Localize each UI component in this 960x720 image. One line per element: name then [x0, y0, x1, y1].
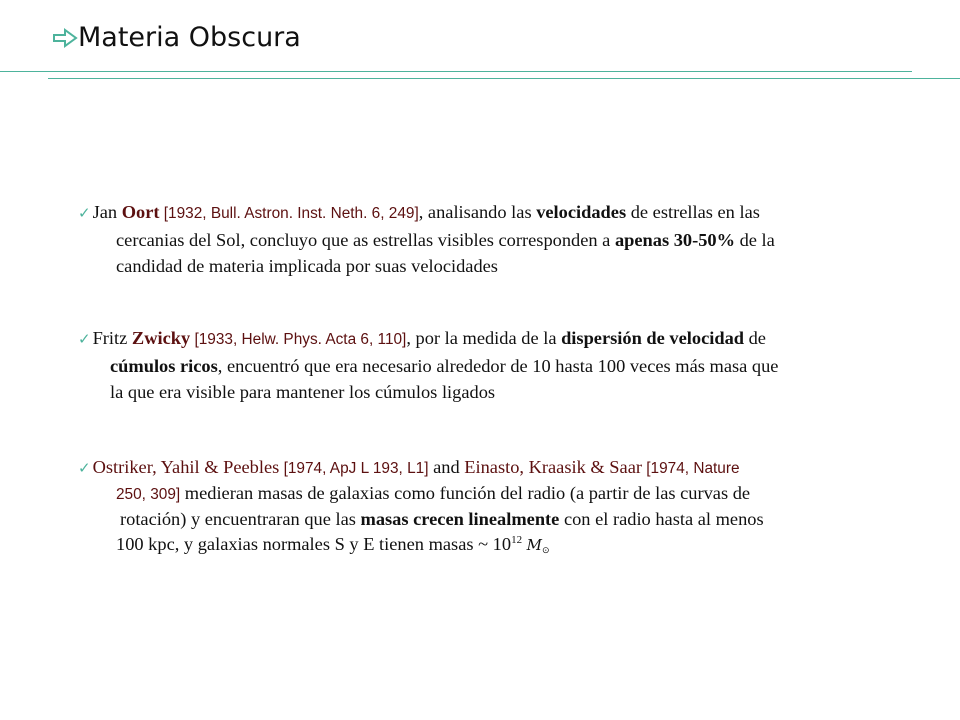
- paragraph-line: la que era visible para mantener los cúmulos ligados: [110, 382, 496, 402]
- paragraph-line: cúmulos ricos, encuentró que era necesario alrededor de 10 hasta 100 veces más masa que: [110, 356, 779, 376]
- checkmark-icon: ✓: [78, 204, 91, 222]
- reference: 250, 309]: [116, 486, 181, 503]
- paragraph-line: cercanias del Sol, concluyo que as estrellas visibles corresponden a apenas 30-50% de la: [116, 230, 775, 250]
- sun-symbol: ⊙: [542, 545, 550, 555]
- title-rule-top: [0, 71, 912, 72]
- slide-title: [52, 22, 301, 53]
- checkmark-icon: ✓: [78, 459, 91, 477]
- paragraph-line: ✓ Ostriker, Yahil & Peebles [1974, ApJ L 193, L1] and Einasto, Kraasik & Saar [1974, Nature: [78, 457, 740, 477]
- reference: [1974, Nature: [641, 460, 740, 477]
- paragraph-line: candidad de materia implicada por suas velocidades: [116, 256, 498, 276]
- reference: [1933, Helw. Phys. Acta 6, 110]: [190, 331, 407, 348]
- paragraph-line: ✓ Fritz Zwicky [1933, Helw. Phys. Acta 6, 110], por la medida de la dispersión de velocidad de: [78, 328, 766, 348]
- reference: [1932, Bull. Astron. Inst. Neth. 6, 249]: [159, 205, 419, 222]
- paragraph-oort: [78, 199, 908, 279]
- paragraph-ostriker-einasto: [78, 455, 908, 563]
- title-rule-bottom: [48, 78, 960, 79]
- slide-title-text: Materia Obscura: [78, 22, 301, 53]
- author-names: Ostriker, Yahil & Peebles: [92, 457, 280, 477]
- paragraph-line: 100 kpc, y galaxias normales S y E tienen masas ~ $10^{12}$ M⊙: [116, 534, 550, 555]
- author-names: Einasto, Kraasik & Saar: [464, 457, 642, 477]
- paragraph-line: ✓ Jan Oort [1932, Bull. Astron. Inst. Neth. 6, 249], analisando las velocidades de estrellas en las: [78, 202, 760, 222]
- paragraph-zwicky: [78, 325, 908, 405]
- author-name: Oort: [121, 202, 160, 222]
- exponent: 12: [511, 534, 523, 546]
- checkmark-icon: ✓: [78, 330, 91, 348]
- outline-arrow-right-icon: [52, 28, 78, 48]
- solar-mass-symbol: M: [526, 536, 543, 554]
- paragraph-line: rotación) y encuentraran que las masas crecen linealmente con el radio hasta al menos: [120, 509, 764, 529]
- reference: [1974, ApJ L 193, L1]: [279, 460, 429, 477]
- paragraph-line: 250, 309] medieran masas de galaxias como función del radio (a partir de las curvas de: [116, 483, 751, 503]
- author-name: Zwicky: [131, 328, 191, 348]
